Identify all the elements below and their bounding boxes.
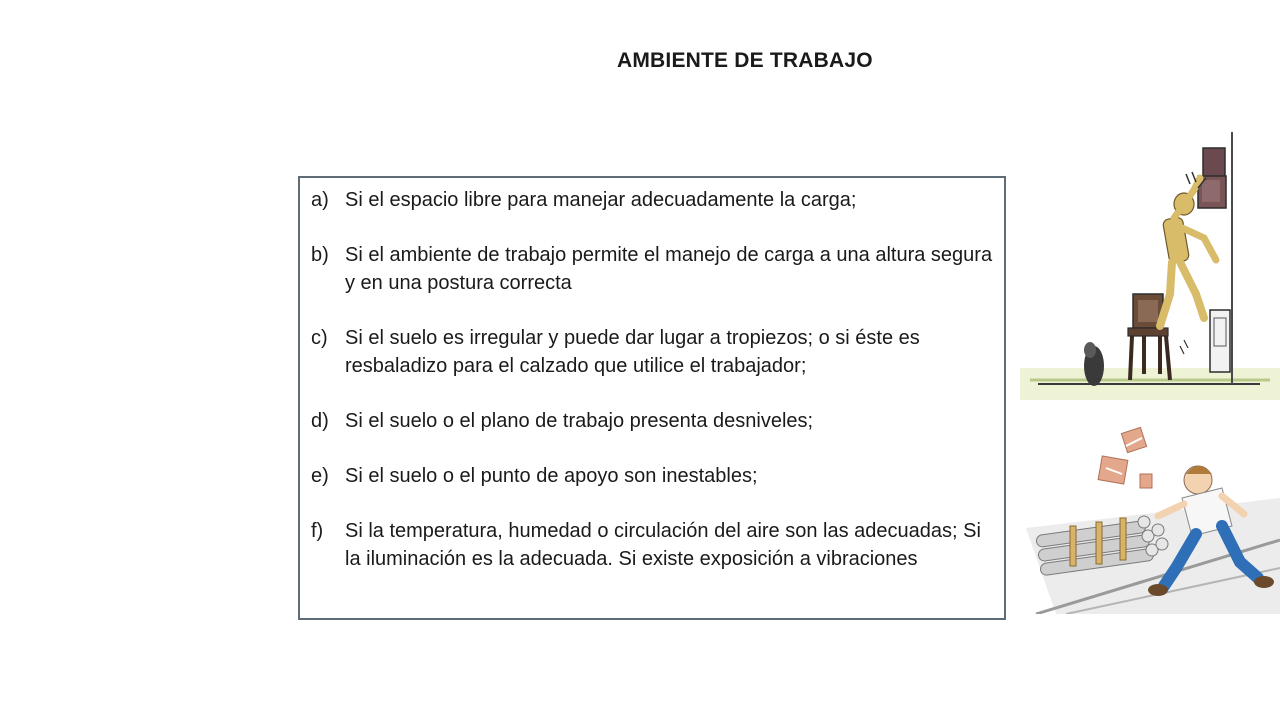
criteria-letter: d) <box>311 410 329 432</box>
criteria-letter: e) <box>311 465 329 487</box>
criteria-letter: a) <box>311 189 329 211</box>
criteria-text: Si el suelo es irregular y puede dar lugar a tropiezos; o si éste es resbaladizo para el calzado que utilice el trabajador; <box>345 327 920 377</box>
criteria-item-e <box>311 462 994 490</box>
criteria-text: Si el espacio libre para manejar adecuadamente la carga; <box>345 189 857 211</box>
criteria-letter: c) <box>311 327 328 349</box>
slide-title: AMBIENTE DE TRABAJO <box>617 49 873 72</box>
criteria-text: Si el suelo o el punto de apoyo son inestables; <box>345 465 758 487</box>
criteria-list <box>311 186 994 573</box>
criteria-text: Si el ambiente de trabajo permite el manejo de carga a una altura segura y en una postura correcta <box>345 244 993 294</box>
criteria-item-d <box>311 407 994 435</box>
criteria-letter: f) <box>311 520 324 542</box>
criteria-text: Si el suelo o el plano de trabajo presenta desniveles; <box>345 410 814 432</box>
criteria-letter: b) <box>311 244 329 266</box>
criteria-item-b <box>311 241 994 297</box>
criteria-item-a <box>311 186 994 214</box>
mannequin-climbing-chair-illustration <box>1020 118 1280 400</box>
worker-tripping-over-pipes-illustration <box>1026 418 1280 614</box>
criteria-item-c <box>311 324 994 380</box>
criteria-text: Si la temperatura, humedad o circulación del aire son las adecuadas; Si la iluminación es la adecuada. Si existe exposición a vibraciones <box>345 520 981 570</box>
criteria-box <box>298 176 1006 620</box>
criteria-item-f <box>311 517 994 573</box>
